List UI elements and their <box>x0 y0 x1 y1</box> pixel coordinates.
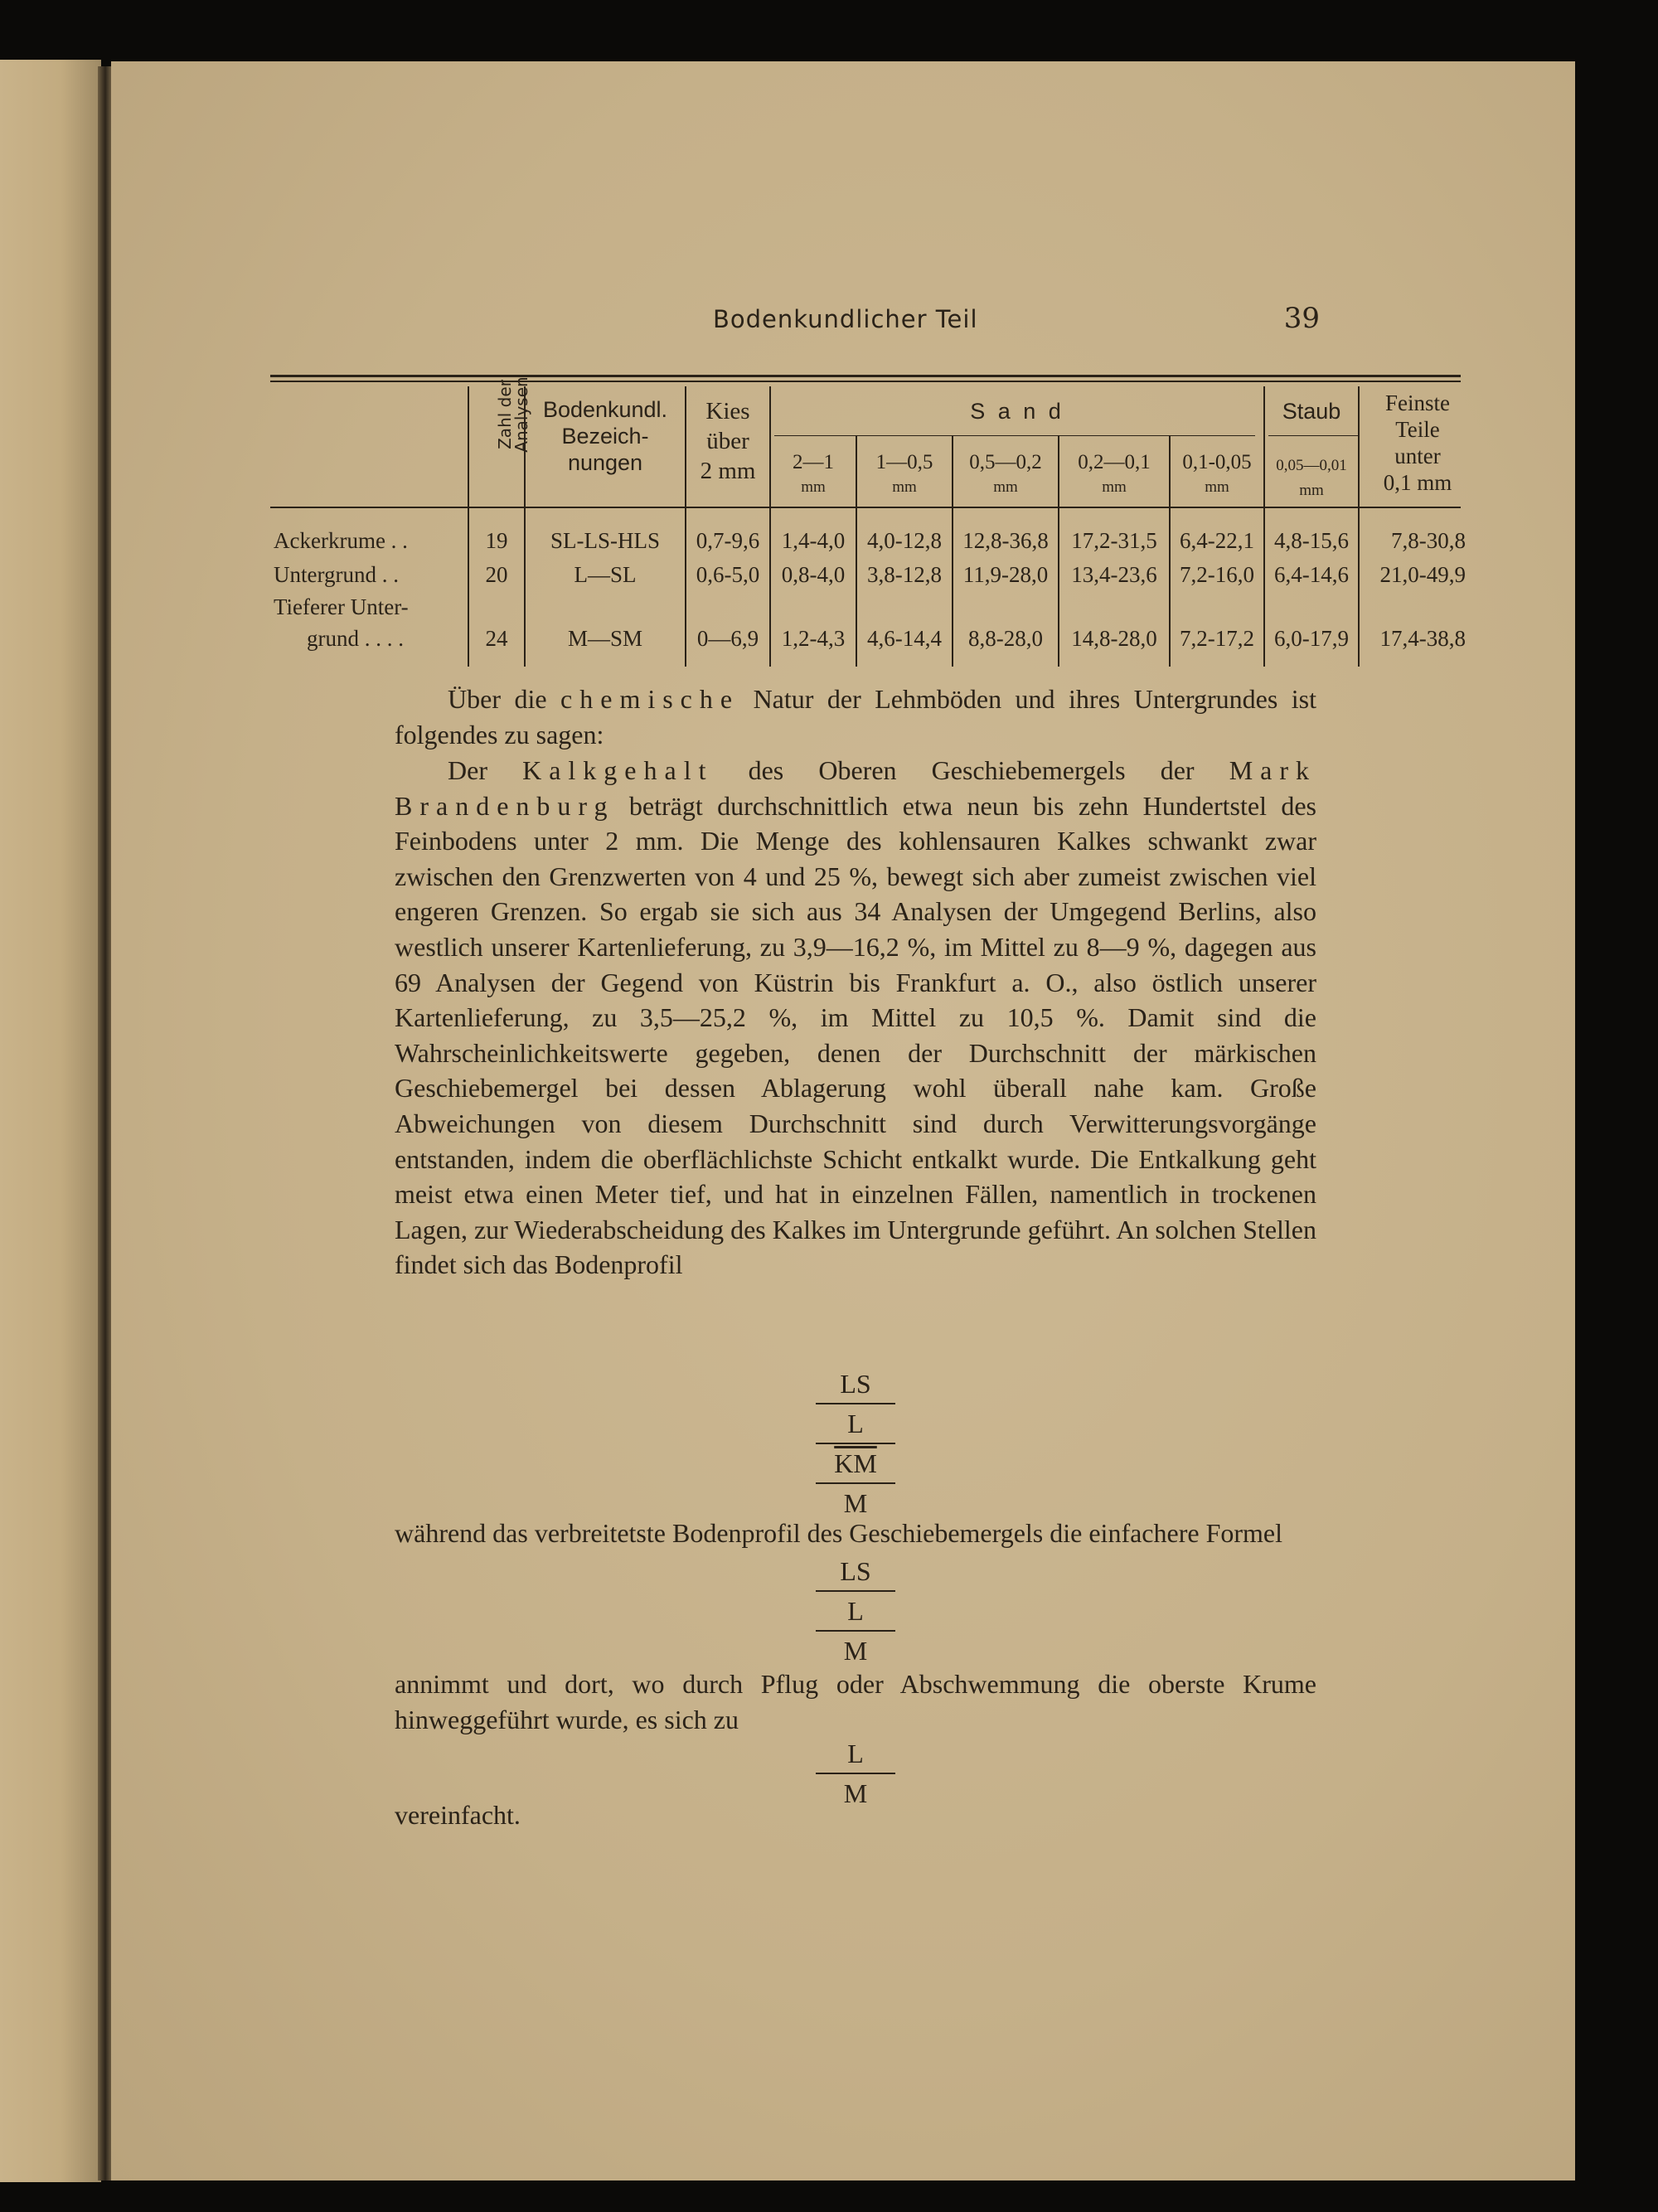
row-label-tieferer-untergrund: Tieferer Unter- <box>274 594 409 619</box>
row-sand-2-1: 1,4-4,0 <box>781 528 846 553</box>
running-title: Bodenkundlicher Teil <box>713 305 978 333</box>
row-sand-2-1: 1,2-4,3 <box>781 626 846 651</box>
row-label-tieferer-untergrund-cont: grund . . . . <box>307 626 404 651</box>
row-bezeichnung: M—SM <box>567 626 643 651</box>
row-sand-02-01: 17,2-31,5 <box>1071 528 1157 553</box>
row-sand-01-005: 7,2-17,2 <box>1180 626 1254 651</box>
row-kies: 0,6-5,0 <box>696 562 760 587</box>
paragraph-chemische-natur: Über die chemische Natur der Lehmböden und ihres Untergrundes ist folgendes zu sagen: <box>395 684 1317 749</box>
paragraph-verbreitetstes-profil: während das verbreitetste Bodenprofil des Geschiebemergels die einfachere Formel <box>395 1518 1282 1548</box>
row-count: 24 <box>485 626 508 651</box>
formula-bodenprofil-2: LS L M <box>816 1552 895 1670</box>
row-feinste: 21,0-49,9 <box>1379 562 1466 587</box>
sub-header-05-02: 0,5—0,2 mm <box>969 451 1042 496</box>
header-zahl-der-analysen: Zahl der Analysen <box>495 376 531 453</box>
row-staub: 6,0-17,9 <box>1274 626 1349 651</box>
header-sand: S a n d <box>970 399 1064 424</box>
formula-bodenprofil-1: LS L $\overline{KM}$ M <box>816 1365 895 1522</box>
row-sand-1-05: 4,6-14,4 <box>867 626 942 651</box>
sub-header-02-01: 0,2—0,1 mm <box>1078 451 1151 496</box>
row-sand-2-1: 0,8-4,0 <box>781 562 846 587</box>
row-sand-05-02: 8,8-28,0 <box>968 626 1043 651</box>
page-number: 39 <box>1283 302 1320 335</box>
paragraph-vereinfacht: vereinfacht. <box>395 1800 521 1830</box>
row-label-untergrund: Untergrund . . <box>274 562 399 587</box>
row-sand-1-05: 3,8-12,8 <box>867 562 942 587</box>
sub-header-1-05: 1—0,5 mm <box>875 451 933 496</box>
row-label-ackerkrume: Ackerkrume . . <box>274 528 408 553</box>
row-sand-02-01: 14,8-28,0 <box>1071 626 1157 651</box>
row-feinste: 7,8-30,8 <box>1391 528 1466 553</box>
header-bodenkundl: Bodenkundl. Bezeich- nungen <box>542 397 668 475</box>
row-bezeichnung: SL-LS-HLS <box>550 528 660 553</box>
row-feinste: 17,4-38,8 <box>1379 626 1466 651</box>
table-top-rule-2 <box>270 381 1461 382</box>
row-sand-1-05: 4,0-12,8 <box>867 528 942 553</box>
sand-subheader-rule <box>774 435 1255 436</box>
row-staub: 6,4-14,6 <box>1274 562 1349 587</box>
sub-header-2-1: 2—1 mm <box>793 451 834 496</box>
row-sand-02-01: 13,4-23,6 <box>1071 562 1157 587</box>
row-kies: 0—6,9 <box>696 626 759 651</box>
row-sand-01-005: 7,2-16,0 <box>1180 562 1254 587</box>
paragraph-kalkgehalt: Der Kalkgehalt des Oberen Geschiebemergels der Mark Brandenburg beträgt durchschnittlich etwa neun bis zehn Hundertstel des Feinbodens unter 2 mm. Die Menge des kohlensauren Kalkes schwankt zwar zwischen den Grenzwerten von 4 und 25 %, bewegt sich aber zumeist zwischen viel engeren Grenzen. So ergab sie sich aus 34 Analysen der Umgegend Berlins, also westlich unserer Kartenlieferung, zu 3,9—16,2 %, im Mittel zu 8—9 %, dagegen aus 69 Analysen der Gegend von Küstrin bis Frankfurt a. O., also östlich unserer Kartenlieferung, zu 3,5—25,2 %, im Mittel zu 10,5 %. Damit sind die Wahrscheinlichkeitswerte gegeben, denen der Durchschnitt der märkischen Geschiebemergel bei dessen Ablagerung wohl überall nahe kam. Große Abweichungen von diesem Durchschnitt sind durch Verwitterungsvorgänge entstanden, indem die oberflächlichste Schicht entkalkt wurde. Die Entkalkung geht meist etwa einen Meter tief, und hat in einzelnen Fällen, namentlich in trockenen Lagen, zur Wiederabscheidung des Kalkes im Untergrunde geführt. An solchen Stellen findet sich das Bodenprofil <box>395 755 1317 1280</box>
sub-header-01-005: 0,1-0,05 mm <box>1182 451 1252 496</box>
header-feinste-teile: Feinste Teile unter 0,1 mm <box>1383 390 1452 495</box>
header-kies: Kies über 2 mm <box>700 398 756 484</box>
header-staub: Staub <box>1282 399 1341 424</box>
table-top-rule <box>270 375 1461 377</box>
formula-bodenprofil-3: L M <box>816 1734 895 1812</box>
row-sand-05-02: 11,9-28,0 <box>962 562 1049 587</box>
left-page-edge <box>0 60 101 2182</box>
paragraph-abschwemmung: annimmt und dort, wo durch Pflug oder Abschwemmung die oberste Krume hinweggeführt wurde, es sich zu <box>395 1669 1316 1734</box>
row-sand-01-005: 6,4-22,1 <box>1180 528 1254 553</box>
row-kies: 0,7-9,6 <box>696 528 760 553</box>
row-sand-05-02: 12,8-36,8 <box>962 528 1049 553</box>
row-count: 20 <box>485 562 508 587</box>
col-divider <box>468 386 469 667</box>
sub-header-005-001: 0,05—0,01 mm <box>1276 457 1347 499</box>
row-count: 19 <box>485 528 508 553</box>
table-header-rule <box>270 507 1461 508</box>
staub-subheader-rule <box>1268 435 1358 436</box>
col-divider <box>769 386 771 667</box>
row-staub: 4,8-15,6 <box>1274 528 1349 553</box>
col-divider <box>1263 386 1265 667</box>
row-bezeichnung: L—SL <box>574 562 637 587</box>
